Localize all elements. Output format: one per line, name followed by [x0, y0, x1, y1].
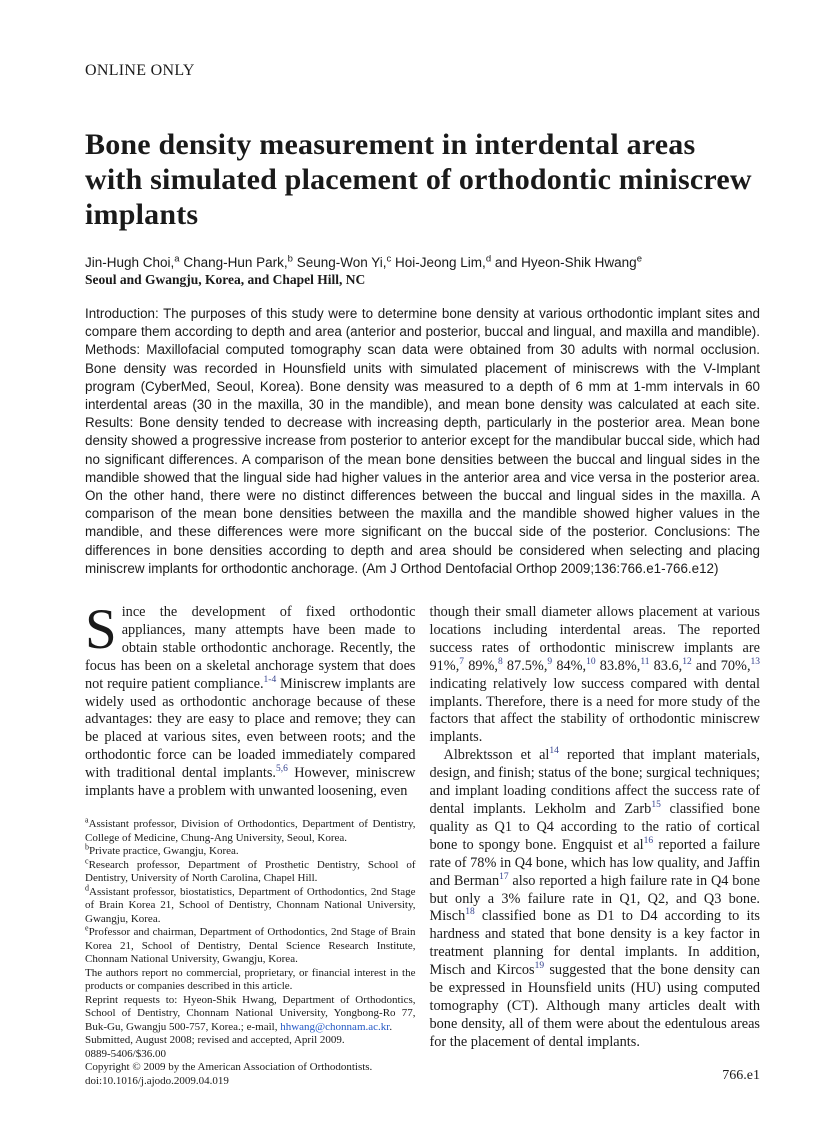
footnote-issn-price: 0889-5406/$36.00 — [85, 1047, 166, 1060]
footnote-copyright: Copyright © 2009 by the American Association of Orthodontists. — [85, 1061, 373, 1074]
footnote-affiliation-e: $^e$Professor and chairman, Department of Orthodontics, 2nd Stage of Brain Korea 21, School of Dentistry, Dental Science Research Institute, Chonnam National University, Gwangju, Korea. — [85, 923, 416, 966]
footnote-submission-dates: Submitted, August 2008; revised and accepted, April 2009. — [85, 1034, 345, 1047]
footnote-affiliation-c: $^c$Research professor, Department of Prosthetic Dentistry, School of Dentistry, University of North Carolina, Chapel Hill. — [85, 855, 416, 885]
footnote-reprint-requests: Reprint requests to: Hyeon-Shik Hwang, Department of Orthodontics, School of Dentistry, Chonnam National University, Yongbong-Ro 77, Buk-Gu, Gwangju 500-757, Korea.; e-mail, hhwang@chonnam.ac.kr. — [85, 993, 416, 1033]
body-columns — [85, 598, 761, 1088]
intro-paragraph-text: ince the development of fixed orthodontic appliances, many attempts have been made to obtain stable orthodontic anchorage. Recently, the focus has been on a skeletal anchorage system that does not require patient compliance.$^{1-4}$ Miniscrew implants are widely used as orthodontic anchorage because of these advantages: they are easy to place and remove; they can be placed at various sites, even between roots; and the orthodontic force can be loaded immediately compared with traditional dental implants.$^{5,6}$ However, miniscrew implants have a problem with unwanted loosening, even — [85, 604, 416, 800]
body-paragraph: Albrektsson et al$^{14}$ reported that implant materials, design, and finish; status of the bone; surgical techniques; and implant loading conditions affect the success rate of dental implants. Lekholm and Zarb$^{15}$ classified bone quality as Q1 to Q4 according to the ratio of cortical bone to spongy bone. Engquist et al$^{16}$ reported a failure rate of 78% in Q4 bone, which has low quality, and Jaffin and Berman$^{17}$ also reported a high failure rate in Q4 bone but only a 3% failure rate in Q1, Q2, and Q3 bone. Misch$^{18}$ classified bone as D1 to D4 according to its hardness and stated that bone density is a key factor in treatment planning for dental implants. In addition, Misch and Kircos$^{19}$ suggested that the bone density can be expressed in Hounsfield units (HU) using computed tomography (CT). Although many articles dealt with bone density, all of them were about the edentulous areas for the placement of dental implants. — [429, 746, 760, 1050]
left-column — [85, 598, 416, 1088]
section-kicker: ONLINE ONLY — [85, 62, 195, 79]
page-number: 766.e1 — [722, 1067, 760, 1083]
footnotes-block — [85, 815, 416, 1088]
footnote-affiliation-d: $^d$Assistant professor, biostatistics, Department of Orthodontics, 2nd Stage of Brain Korea 21, School of Dentistry, Chonnam National University, Gwangju, Korea. — [85, 882, 416, 925]
author-affiliation: Seoul and Gwangju, Korea, and Chapel Hill, NC — [85, 272, 366, 287]
abstract-text: Introduction: The purposes of this study were to determine bone density at various orthodontic implant sites and compare them according to depth and area (anterior and posterior, buccal and lingual, and maxilla and mandible). Methods: Maxillofacial computed tomography scan data were obtained from 30 adults with normal occlusion. Bone density was recorded in Hounsfield units with simulated placement of miniscrews with the V-Implant program (CyberMed, Seoul, Korea). Bone density was measured to a depth of 6 mm at 1-mm intervals in 60 interdental areas (30 in the maxilla, 30 in the mandible), and mean bone density was calculated at each site. Results: Bone density tended to decrease with increasing depth, particularly in the posterior area. Mean bone density showed a progressive increase from posterior to anterior except for the mandibular buccal side, which had no significant differences. A comparison of the mean bone densities between the buccal and lingual sides in the mandible showed that the lingual side had higher values in the anterior area and vice versa in the posterior area. On the other hand, there were no distinct differences between the buccal and lingual sides in the maxilla. A comparison of the mean bone densities between the maxilla and the mandible showed higher values in the mandible, and these differences were more significant on the buccal side of the posterior. Conclusions: The differences in bone densities according to depth and area should be considered when selecting and placing miniscrew implants for orthodontic anchorage. (Am J Orthod Dentofacial Orthop 2009;136:766.e1-766.e12) — [85, 306, 760, 576]
drop-cap: S — [85, 598, 117, 662]
intro-paragraph — [85, 598, 416, 801]
footnote-affiliation-b: $^b$Private practice, Gwangju, Korea. — [85, 842, 239, 858]
right-column — [430, 604, 761, 1088]
email-link[interactable]: hhwang@chonnam.ac.kr — [280, 1020, 390, 1033]
footnote-disclosure: The authors report no commercial, proprietary, or financial interest in the products or companies described in this article. — [85, 966, 416, 993]
article-title: Bone density measurement in interdental areas with simulated placement of orthodontic miniscrew implants — [85, 128, 752, 231]
footnote-doi: doi:10.1016/j.ajodo.2009.04.019 — [85, 1074, 229, 1087]
footnote-affiliation-a: $^a$Assistant professor, Division of Orthodontics, Department of Dentistry, College of Medicine, Chung-Ang University, Seoul, Korea. — [85, 815, 416, 844]
author-line: Jin-Hugh Choi,$^a$ Chang-Hun Park,$^b$ Seung-Won Yi,$^c$ Hoi-Jeong Lim,$^d$ and Hyeon-Shik Hwang$^e$ — [85, 253, 642, 270]
body-paragraph: though their small diameter allows placement at various locations including interdental areas. The reported success rates of orthodontic miniscrew implants are 91%,$^7$ 89%,$^8$ 87.5%,$^9$ 84%,$^{10}$ 83.8%,$^{11}$ 83.6,12 and 70%,$^{13}$ indicating relatively low success compared with dental implants. Therefore, there is a need for more study of the factors that affect the stability of orthodontic miniscrew implants. — [429, 604, 761, 746]
